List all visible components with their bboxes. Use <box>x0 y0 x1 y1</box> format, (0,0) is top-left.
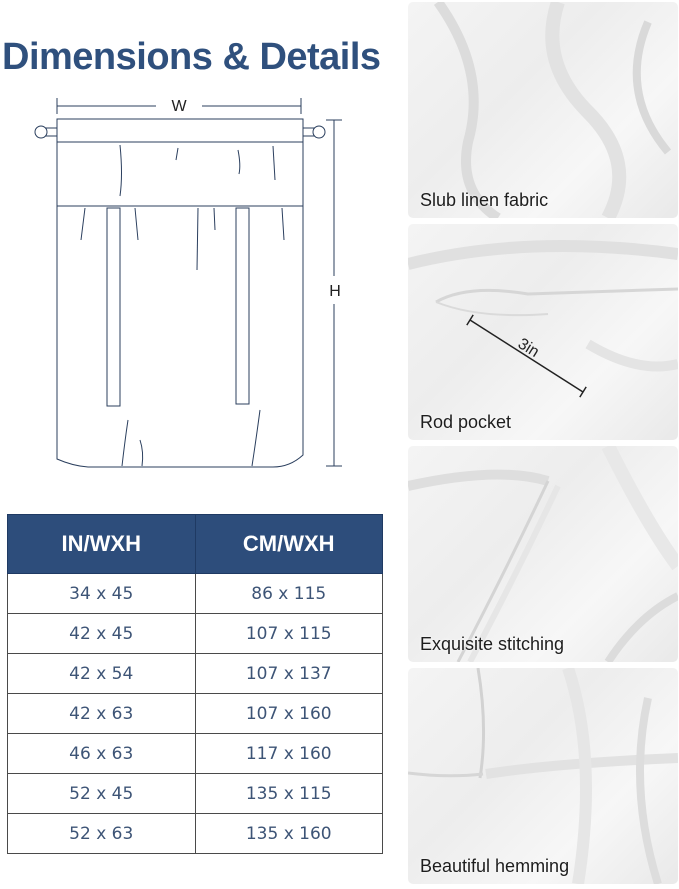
size-inches: 52 x 45 <box>8 774 196 814</box>
width-label: W <box>171 98 187 115</box>
caption-rod-pocket: Rod pocket <box>420 412 512 432</box>
table-row <box>8 614 383 654</box>
size-centimeters: 135 x 160 <box>195 814 383 854</box>
caption-exquisite-stitching: Exquisite stitching <box>420 634 565 654</box>
page-title: Dimensions & Details <box>2 36 381 78</box>
size-inches: 42 x 54 <box>8 654 196 694</box>
size-centimeters: 107 x 160 <box>195 694 383 734</box>
table-header-row <box>8 515 383 574</box>
rod-pocket-measure: 3in <box>514 335 542 362</box>
size-centimeters: 107 x 115 <box>195 614 383 654</box>
size-inches: 46 x 63 <box>8 734 196 774</box>
size-centimeters: 107 x 137 <box>195 654 383 694</box>
caption-slub-linen-fabric: Slub linen fabric <box>420 190 549 210</box>
size-inches: 52 x 63 <box>8 814 196 854</box>
size-inches: 42 x 45 <box>8 614 196 654</box>
size-centimeters: 135 x 115 <box>195 774 383 814</box>
rod-pocket-image <box>408 224 678 440</box>
size-centimeters: 117 x 160 <box>195 734 383 774</box>
stitching-image <box>408 446 678 662</box>
hemming-image <box>408 668 678 884</box>
header-inches: IN/WXH <box>8 515 196 574</box>
table-row <box>8 574 383 614</box>
size-inches: 42 x 63 <box>8 694 196 734</box>
photo-beautiful-hemming <box>408 668 678 884</box>
caption-beautiful-hemming: Beautiful hemming <box>420 856 570 876</box>
table-row <box>8 814 383 854</box>
photo-rod-pocket <box>408 224 678 440</box>
photo-exquisite-stitching <box>408 446 678 662</box>
table-row <box>8 734 383 774</box>
curtain-diagram <box>28 90 358 480</box>
photo-slub-linen-fabric <box>408 2 678 218</box>
size-centimeters: 86 x 115 <box>195 574 383 614</box>
table-row <box>8 774 383 814</box>
height-label: H <box>329 283 341 300</box>
table-row <box>8 654 383 694</box>
size-table <box>7 514 383 854</box>
header-centimeters: CM/WXH <box>195 515 383 574</box>
fabric-drape-image <box>408 2 678 218</box>
table-row <box>8 694 383 734</box>
size-inches: 34 x 45 <box>8 574 196 614</box>
